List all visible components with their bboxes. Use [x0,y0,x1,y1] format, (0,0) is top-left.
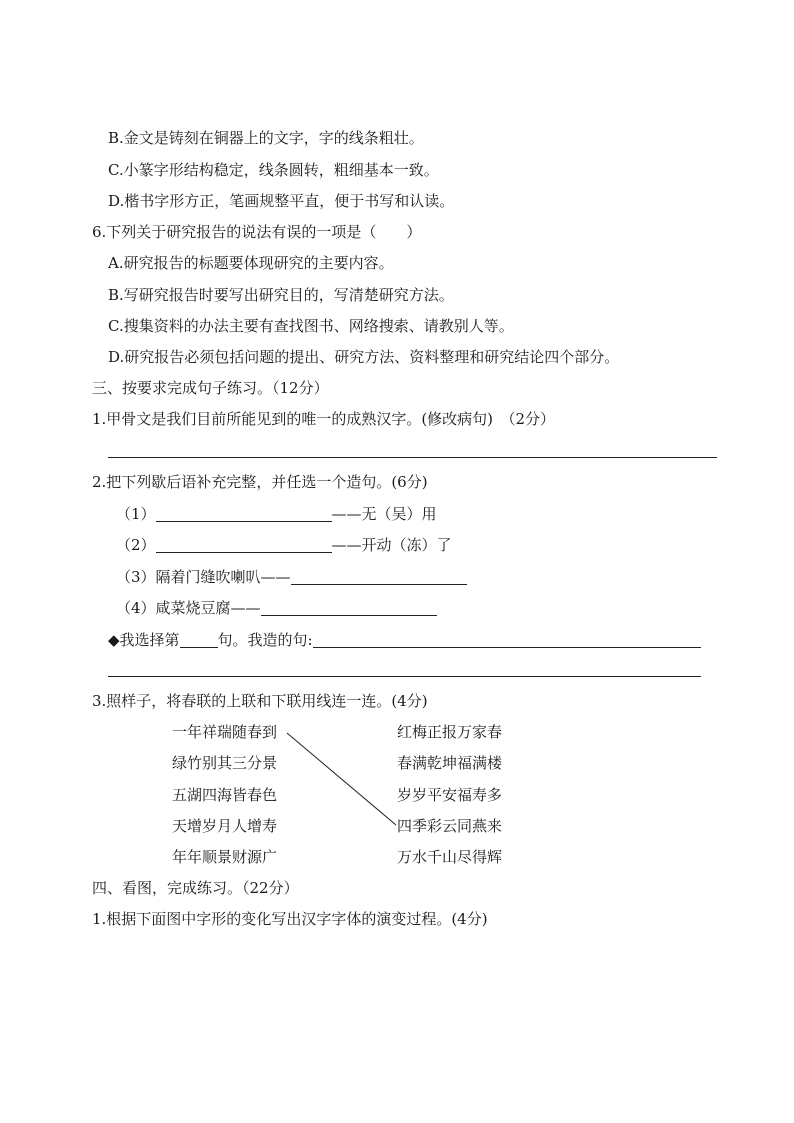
s3-q3-question: 3.照样子，将春联的上联和下联用线连一连。(4分) [92,692,428,710]
q6-option-d: D.研究报告必须包括问题的提出、研究方法、资料整理和研究结论四个部分。 [108,348,620,366]
s3-q3-left-item[interactable]: 年年顺景财源广 [172,848,278,866]
q6-option-b: B.写研究报告时要写出研究目的，写清楚研究方法。 [108,286,454,304]
s3-q2-item2 [116,535,452,555]
s3-q2-item1-blank[interactable] [156,505,332,522]
s3-q2-sentence-blank[interactable] [313,631,701,648]
s3-q2-choose-mid: 句。我造的句: [217,631,313,649]
s3-q3-right-item[interactable]: 四季彩云同燕来 [397,817,503,835]
s3-q1-question: 1.甲骨文是我们目前所能见到的唯一的成熟汉字。(修改病句) （2分） [92,410,556,428]
s4-q1-question: 1.根据下面图中字形的变化写出汉字字体的演变过程。(4分) [92,910,488,928]
s3-q3-right-item[interactable]: 红梅正报万家春 [397,723,503,741]
s3-q2-item4-blank[interactable] [261,599,437,616]
s3-q2-item1-number: （1） [116,505,156,523]
q6-option-c: C.搜集资料的办法主要有查找图书、网络搜索、请教别人等。 [108,317,514,335]
s3-q3-right-item[interactable]: 万水千山尽得辉 [397,848,503,866]
s3-q3-right-item[interactable]: 岁岁平安福寿多 [397,786,503,804]
s3-q3-right-item[interactable]: 春满乾坤福满楼 [397,754,503,772]
s3-q2-item3 [116,567,467,587]
q5-option-d: D.楷书字形方正，笔画规整平直，便于书写和认读。 [108,192,455,210]
s3-q3-left-item[interactable]: 五湖四海皆春色 [172,786,278,804]
q6-question: 6.下列关于研究报告的说法有误的一项是（ ） [92,223,422,241]
s3-q2-sentence-line-2[interactable] [108,676,701,677]
s3-q2-item2-number: （2） [116,536,156,554]
s3-q3-left-item[interactable]: 一年祥瑞随春到 [172,723,278,741]
s3-q2-item1-text: ——无（吴）用 [331,505,437,523]
section3-title: 三、按要求完成句子练习。（12分） [92,379,329,397]
q6-option-a: A.研究报告的标题要体现研究的主要内容。 [108,254,394,272]
s3-q2-choice-blank[interactable] [180,631,218,648]
s3-q2-item4 [116,598,437,618]
s3-q3-left-item[interactable]: 天增岁月人增寿 [172,817,278,835]
s3-q3-left-item[interactable]: 绿竹别其三分景 [172,754,278,772]
section4-title: 四、看图，完成练习。（22分） [92,879,299,897]
s3-q2-item4-text: （4）咸菜烧豆腐—— [116,599,261,617]
q5-option-c: C.小篆字形结构稳定，线条圆转，粗细基本一致。 [108,161,439,179]
s3-q2-item3-blank[interactable] [291,568,467,585]
q5-option-b: B.金文是铸刻在铜器上的文字，字的线条粗壮。 [108,129,424,147]
s3-q2-item2-blank[interactable] [156,536,332,553]
s3-q2-choose-line [108,630,701,650]
s3-q1-answer-line[interactable] [108,457,717,458]
s3-q2-question: 2.把下列歇后语补充完整，并任选一个造句。(6分) [92,473,428,491]
s3-q2-item3-text: （3）隔着门缝吹喇叭—— [116,568,291,586]
s3-q2-item1 [116,504,437,524]
s3-q2-item2-text: ——开动（冻）了 [331,536,452,554]
s3-q2-choose-prefix: ◆我选择第 [108,631,180,649]
